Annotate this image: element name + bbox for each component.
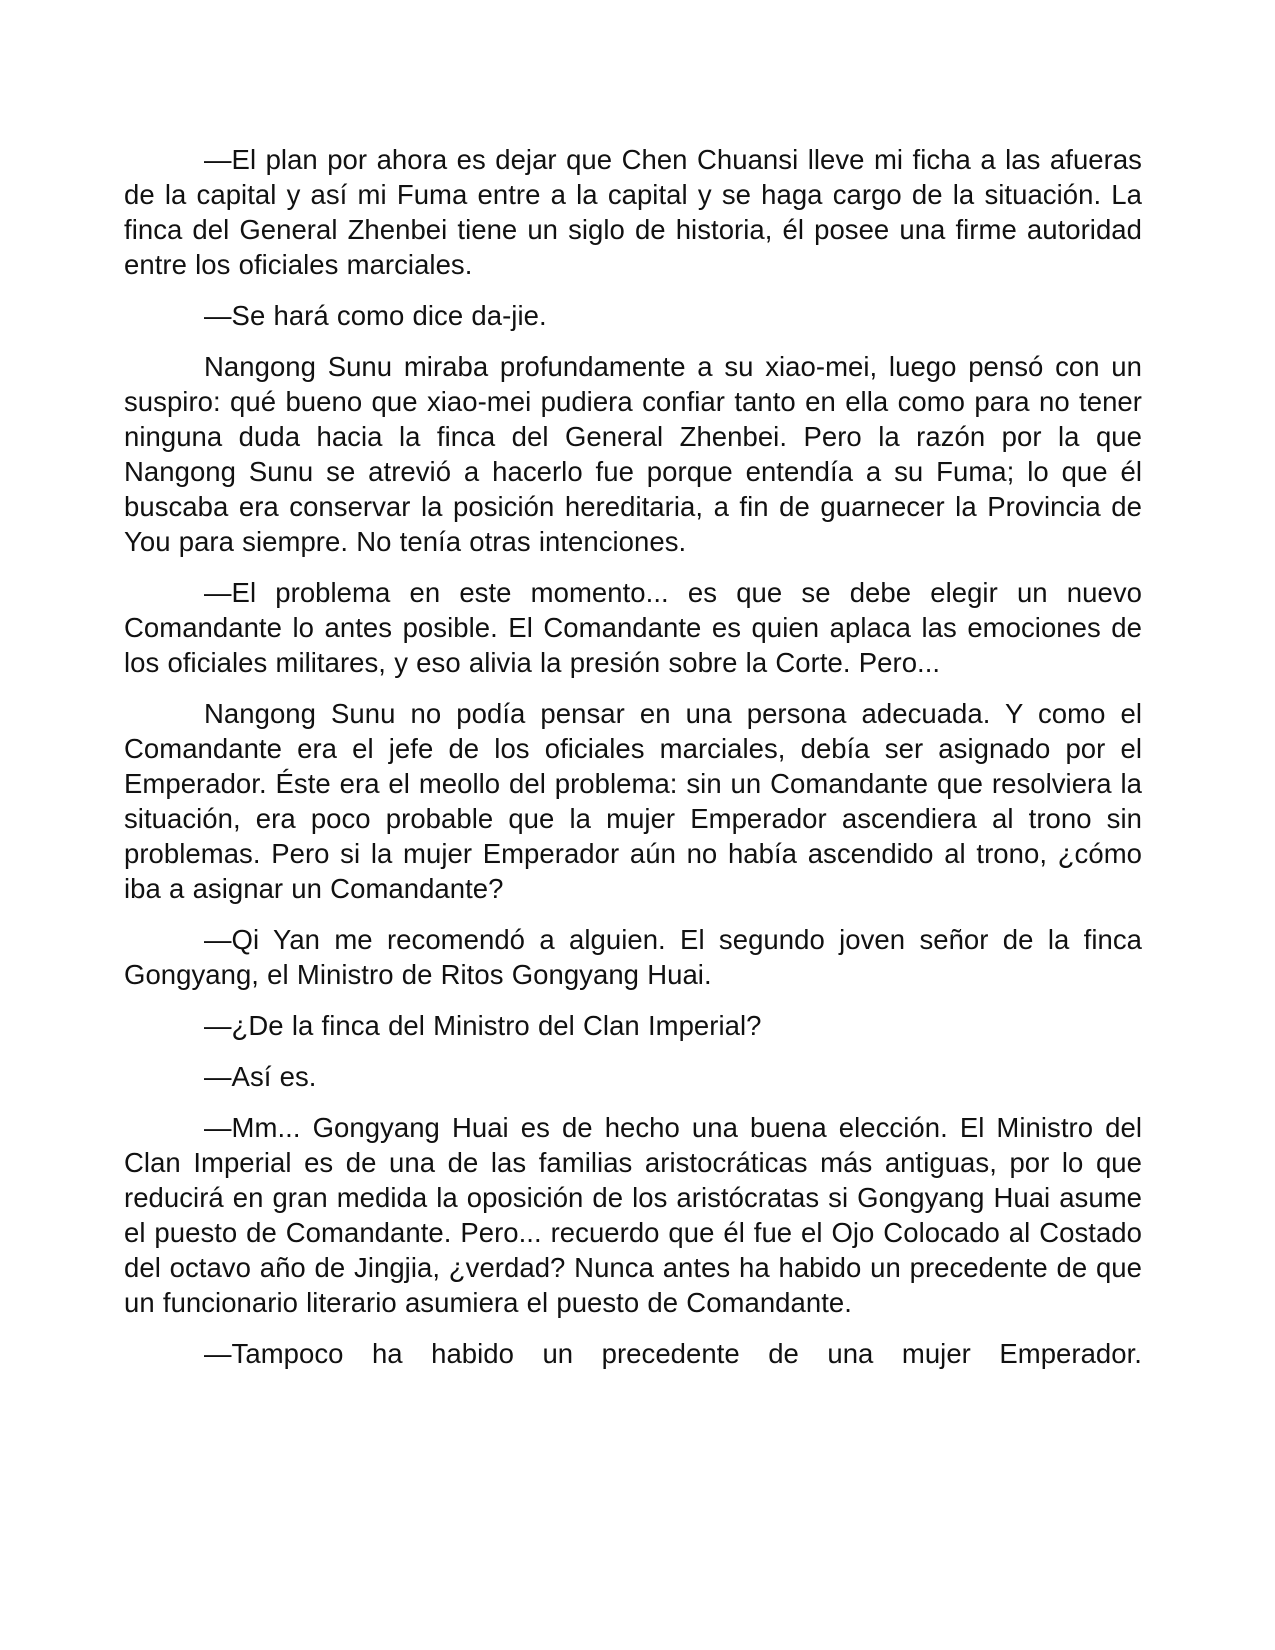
paragraph-8: —Así es.: [204, 1061, 317, 1092]
paragraph-7: —¿De la finca del Ministro del Clan Imperial?: [204, 1010, 762, 1041]
paragraph-2: —Se hará como dice da-jie.: [204, 300, 547, 331]
paragraph-4: —El problema en este momento... es que se debe elegir un nuevo Comandante lo antes posible. El Comandante es quien aplaca las emociones de los oficiales militares, y eso alivia la presión sobre la Corte. Pero...: [124, 577, 1142, 678]
document-page: [124, 142, 1142, 1387]
paragraph-5: Nangong Sunu no podía pensar en una persona adecuada. Y como el Comandante era el jefe de los oficiales marciales, debía ser asignado por el Emperador. Éste era el meollo del problema: sin un Comandante que resolviera la situación, era poco probable que la mujer Emperador ascendiera al trono sin problemas. Pero si la mujer Emperador aún no había ascendido al trono, ¿cómo iba a asignar un Comandante?: [124, 698, 1142, 904]
paragraph-10: —Tampoco ha habido un precedente de una mujer Emperador.: [204, 1338, 1142, 1369]
paragraph-6: —Qi Yan me recomendó a alguien. El segundo joven señor de la finca Gongyang, el Ministro de Ritos Gongyang Huai.: [124, 924, 1142, 990]
paragraph-9: —Mm... Gongyang Huai es de hecho una buena elección. El Ministro del Clan Imperial es de una de las familias aristocráticas más antiguas, por lo que reducirá en gran medida la oposición de los aristócratas si Gongyang Huai asume el puesto de Comandante. Pero... recuerdo que él fue el Ojo Colocado al Costado del octavo año de Jingjia, ¿verdad? Nunca antes ha habido un precedente de que un funcionario literario asumiera el puesto de Comandante.: [124, 1112, 1142, 1318]
paragraph-3: Nangong Sunu miraba profundamente a su xiao-mei, luego pensó con un suspiro: qué bueno que xiao-mei pudiera confiar tanto en ella como para no tener ninguna duda hacia la finca del General Zhenbei. Pero la razón por la que Nangong Sunu se atrevió a hacerlo fue porque entendía a su Fuma; lo que él buscaba era conservar la posición hereditaria, a fin de guarnecer la Provincia de You para siempre. No tenía otras intenciones.: [124, 351, 1142, 557]
paragraph-1: —El plan por ahora es dejar que Chen Chuansi lleve mi ficha a las afueras de la capital y así mi Fuma entre a la capital y se haga cargo de la situación. La finca del General Zhenbei tiene un siglo de historia, él posee una firme autoridad entre los oficiales marciales.: [124, 144, 1142, 280]
